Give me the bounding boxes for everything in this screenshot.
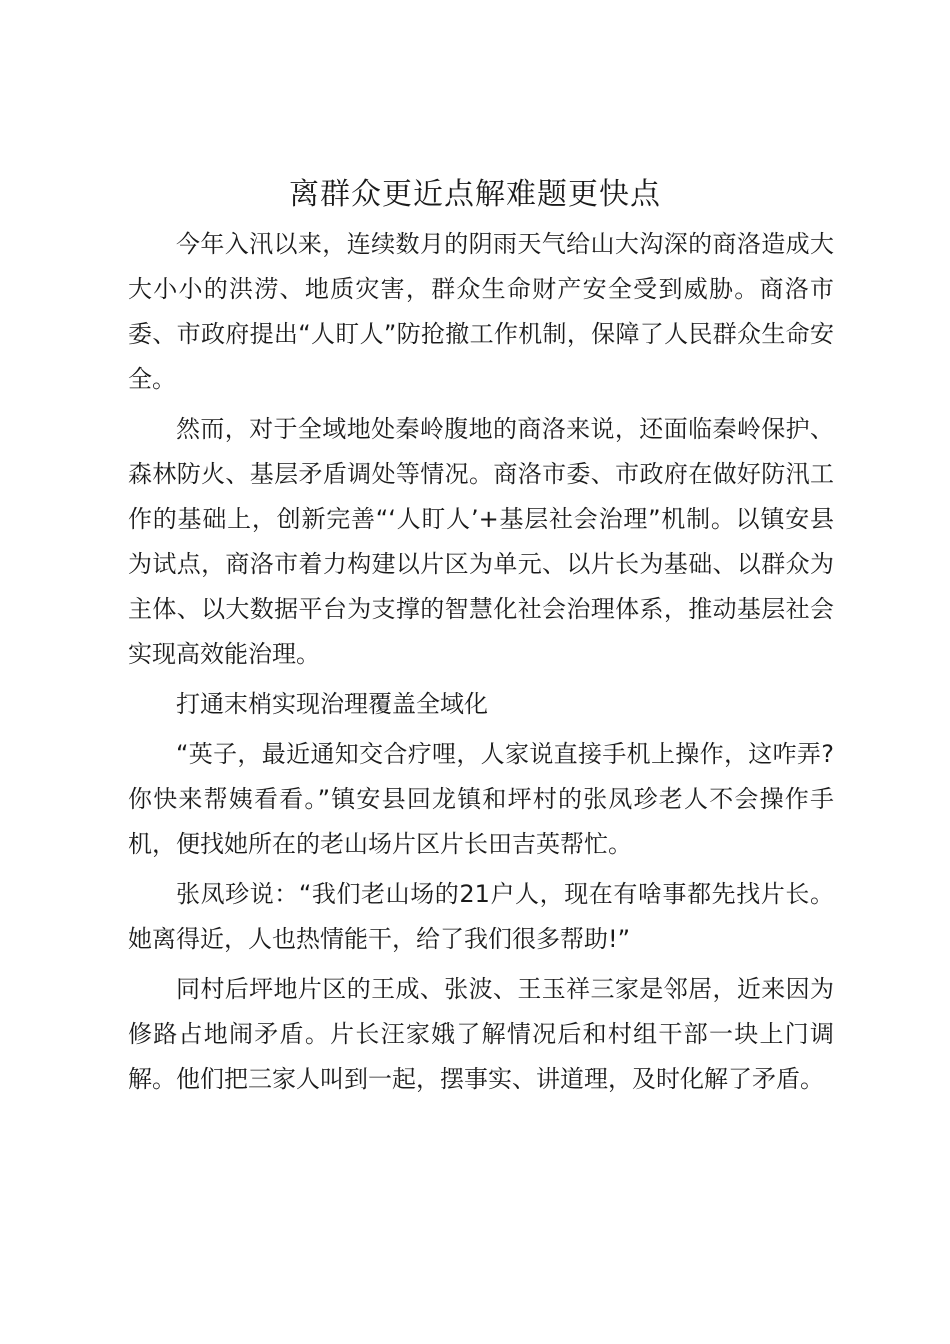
- paragraph: “英子，最近通知交合疗哩，人家说直接手机上操作，这咋弄?你快来帮姨看看。”镇安县回龙镇和坪村的张凤珍老人不会操作手机，便找她所在的老山场片区片长田吉英帮忙。: [128, 740, 834, 858]
- paragraph: 张凤珍说：“我们老山场的21户人，现在有啥事都先找片长。她离得近，人也热情能干，给了我们很多帮助!”: [128, 880, 834, 953]
- page-title: 离群众更近点解难题更快点: [289, 177, 661, 212]
- paragraph: 今年入汛以来，连续数月的阴雨天气给山大沟深的商洛造成大大小小的洪涝、地质灾害，群众生命财产安全受到威胁。商洛市委、市政府提出“人盯人”防抢撤工作机制，保障了人民群众生命安全。: [128, 230, 834, 393]
- article-body: [128, 222, 834, 1102]
- paragraph: 同村后坪地片区的王成、张波、王玉祥三家是邻居，近来因为修路占地闹矛盾。片长汪家娥了解情况后和村组干部一块上门调解。他们把三家人叫到一起，摆事实、讲道理，及时化解了矛盾。: [128, 975, 834, 1093]
- section-heading: 打通末梢实现治理覆盖全域化: [176, 690, 488, 718]
- paragraph: 然而，对于全域地处秦岭腹地的商洛来说，还面临秦岭保护、森林防火、基层矛盾调处等情况。商洛市委、市政府在做好防汛工作的基础上，创新完善“‘人盯人’+基层社会治理”机制。以镇安县为试点，商洛市着力构建以片区为单元、以片长为基础、以群众为主体、以大数据平台为支撑的智慧化社会治理体系，推动基层社会实现高效能治理。: [128, 415, 834, 668]
